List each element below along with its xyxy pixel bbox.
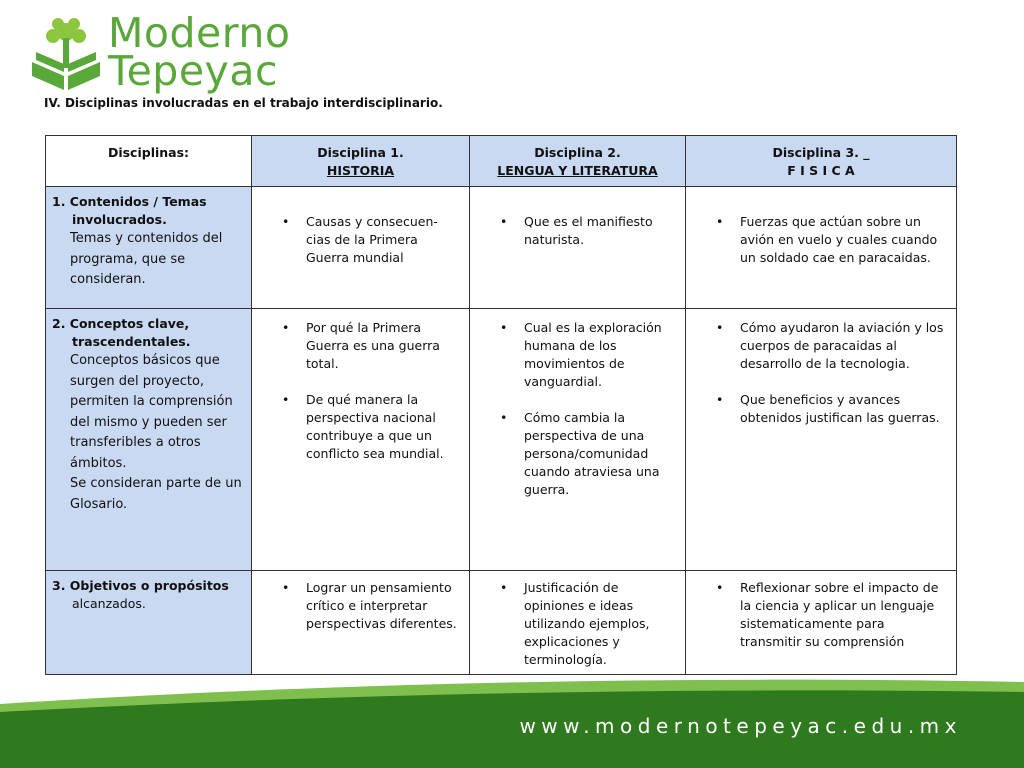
- table-row-contenidos: [46, 187, 957, 309]
- tree-logo-icon: [28, 14, 104, 94]
- list-item: • Cómo ayudaron la aviación y los cuerpos de paracaidas al desarrollo de la tecnologia.: [686, 319, 948, 373]
- header-disciplina-3-sub: F I S I C A: [787, 163, 855, 178]
- list-item: • Cual es la exploración humana de los movimientos de vanguardial.: [470, 319, 677, 391]
- list-item: • Que beneficios y avances obtenidos justifican las guerras.: [686, 391, 948, 427]
- cell-lengua-contenidos: [470, 187, 686, 309]
- cell-historia-conceptos: [252, 309, 470, 571]
- list-item: • Que es el manifiesto naturista.: [470, 213, 677, 249]
- header-disciplinas: [46, 136, 252, 187]
- row-1-title: 1. Contenidos / Temas: [52, 194, 207, 209]
- list-item: • Cómo cambia la perspectiva de una persona/comunidad cuando atraviesa una guerra.: [470, 409, 677, 499]
- footer-band: [0, 678, 1024, 768]
- header-disciplina-1-sub: [283, 162, 438, 180]
- list-item: • Reflexionar sobre el impacto de la ciencia y aplicar un lenguaje sistematicamente para transmitir su comprensión: [686, 579, 948, 651]
- row-1-body: Temas y contenidos del programa, que se consideran.: [70, 231, 223, 287]
- table-row-conceptos: [46, 309, 957, 571]
- row-label-contenidos: [46, 187, 252, 309]
- header-disciplina-1: [252, 136, 470, 187]
- row-3-title-cont: alcanzados.: [72, 596, 146, 611]
- header-disciplina-3: [686, 136, 957, 187]
- section-title: IV. Disciplinas involucradas en el trabajo interdisciplinario.: [44, 96, 443, 110]
- header-disciplina-1-sub-text: HISTORIA: [326, 163, 395, 178]
- table-header-row: [46, 136, 957, 187]
- row-label-conceptos: [46, 309, 252, 571]
- table-row-objetivos: [46, 571, 957, 675]
- school-logo: [28, 9, 318, 95]
- header-disciplina-2: [470, 136, 686, 187]
- row-1-title-cont: involucrados.: [72, 212, 167, 227]
- list-item: • Fuerzas que actúan sobre un avión en vuelo y cuales cuando un soldado cae en paracaidas.: [686, 213, 948, 267]
- cell-historia-objetivos: [252, 571, 470, 675]
- header-disciplina-2-sub: LENGUA Y LITERATURA: [497, 163, 658, 178]
- row-3-title: 3. Objetivos o propósitos: [52, 578, 229, 593]
- list-item: • Lograr un pensamiento crítico e interpretar perspectivas diferentes.: [252, 579, 461, 633]
- list-item: • Causas y consecuen-cias de la Primera Guerra mundial: [252, 213, 461, 267]
- disciplines-table: [45, 135, 957, 675]
- list-item: • Justificación de opiniones e ideas utilizando ejemplos, explicaciones y terminología.: [470, 579, 677, 669]
- header-disciplina-3-title: Disciplina 3. _: [772, 145, 870, 160]
- cell-fisica-contenidos: [686, 187, 957, 309]
- cell-lengua-objetivos: [470, 571, 686, 675]
- website-link[interactable]: www.modernotepeyac.edu.mx: [519, 714, 962, 738]
- cell-fisica-conceptos: [686, 309, 957, 571]
- header-disciplina-2-title: Disciplina 2.: [534, 145, 621, 160]
- header-disciplina-1-title: Disciplina 1.: [317, 145, 404, 160]
- list-item: • Por qué la Primera Guerra es una guerra total.: [252, 319, 461, 373]
- row-label-objetivos: [46, 571, 252, 675]
- cell-fisica-objetivos: [686, 571, 957, 675]
- logo-line-1: Moderno: [108, 9, 291, 57]
- row-2-body-2: Se consideran parte de un Glosario.: [70, 476, 242, 512]
- cell-lengua-conceptos: [470, 309, 686, 571]
- logo-wordmark: [108, 9, 291, 95]
- row-2-title: 2. Conceptos clave,: [52, 316, 190, 331]
- header-disciplinas-label: Disciplinas:: [107, 145, 190, 160]
- row-2-body: Conceptos básicos que surgen del proyecto, permiten la comprensión del mismo y pueden ser transferibles a otros ámbitos.: [70, 353, 233, 471]
- logo-line-2: Tepeyac: [108, 47, 278, 95]
- cell-historia-contenidos: [252, 187, 470, 309]
- row-2-title-cont: trascendentales.: [72, 334, 191, 349]
- list-item: • De qué manera la perspectiva nacional contribuye a que un conflicto sea mundial.: [252, 391, 461, 463]
